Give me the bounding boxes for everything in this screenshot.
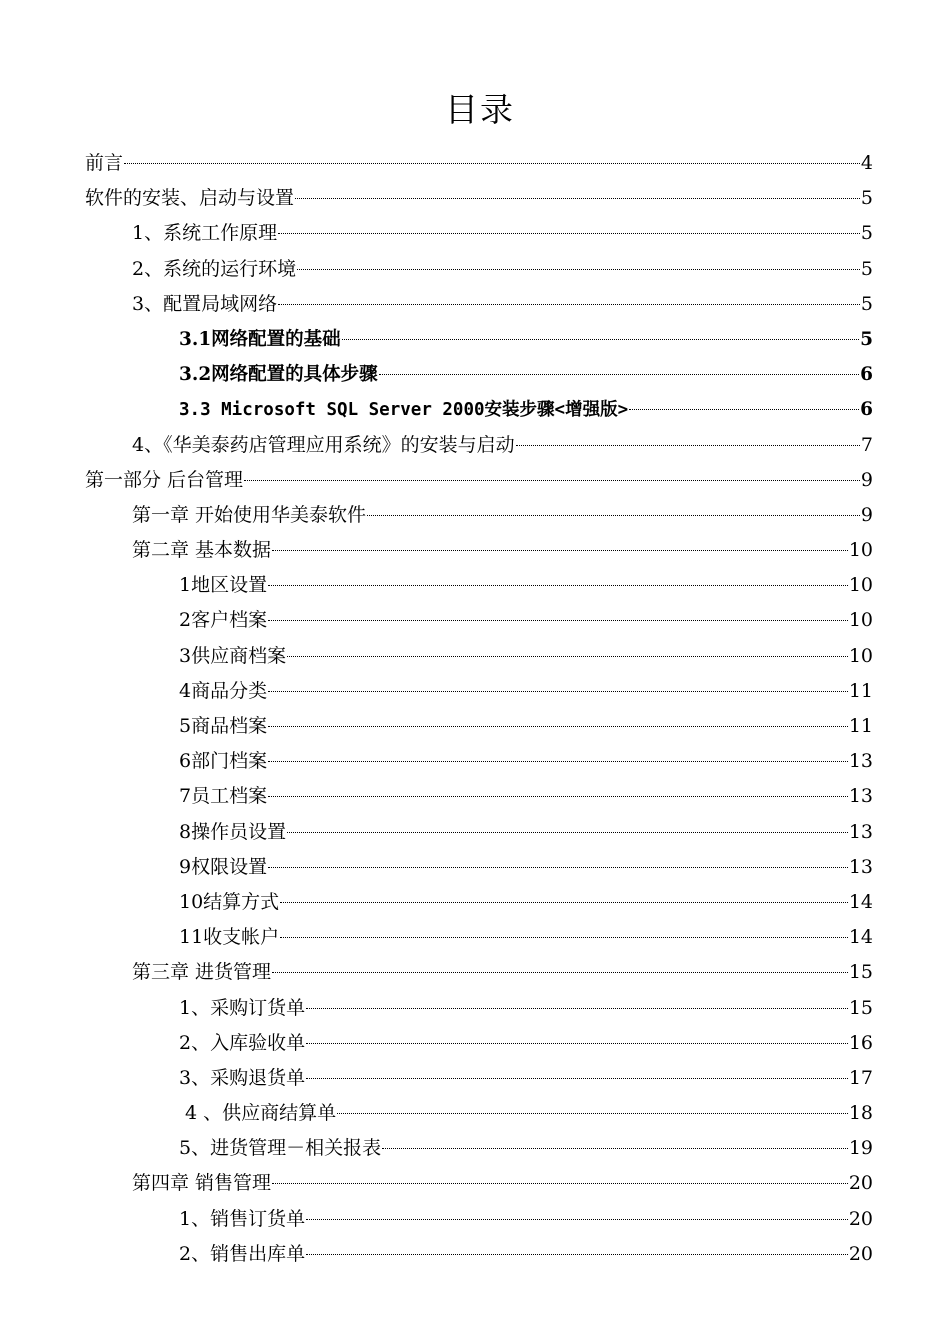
dot-leader	[337, 1113, 848, 1114]
toc-entry-label: 3.3 Microsoft SQL Server 2000安装步骤<增强版>	[179, 400, 629, 421]
toc-entry-label: 1地区设置	[179, 574, 268, 597]
toc-entry[interactable]	[85, 991, 873, 1026]
toc-entry-page-number: 14	[848, 890, 873, 913]
dot-leader	[287, 656, 848, 657]
toc-entry-page-number: 20	[848, 1207, 873, 1230]
toc-entry[interactable]	[85, 357, 873, 392]
toc-entry[interactable]	[85, 1096, 873, 1131]
toc-list	[85, 146, 873, 1272]
toc-entry-label: 第一章 开始使用华美泰软件	[132, 503, 367, 526]
dot-leader	[268, 796, 848, 797]
dot-leader	[367, 515, 860, 516]
toc-entry-page-number: 5	[860, 222, 873, 245]
toc-entry[interactable]	[85, 463, 873, 498]
toc-entry-label: 4商品分类	[179, 679, 268, 702]
toc-entry-page-number: 18	[848, 1102, 873, 1125]
toc-entry-label: 2客户档案	[179, 609, 268, 632]
toc-entry-page-number: 14	[848, 926, 873, 949]
toc-entry-page-number: 13	[848, 750, 873, 773]
toc-entry-page-number: 15	[848, 996, 873, 1019]
dot-leader	[268, 761, 848, 762]
dot-leader	[272, 1183, 848, 1184]
toc-entry[interactable]	[85, 709, 873, 744]
toc-entry-page-number: 6	[860, 399, 873, 421]
dot-leader	[268, 585, 848, 586]
toc-entry-label: 7员工档案	[179, 785, 268, 808]
dot-leader	[306, 1008, 848, 1009]
dot-leader	[272, 550, 848, 551]
toc-entry[interactable]	[85, 674, 873, 709]
toc-entry-label: 8操作员设置	[179, 820, 287, 843]
toc-entry-label: 10结算方式	[179, 890, 280, 913]
toc-entry[interactable]	[85, 1026, 873, 1061]
toc-entry-page-number: 19	[848, 1137, 873, 1160]
toc-entry-label: 9权限设置	[179, 855, 268, 878]
toc-entry[interactable]	[85, 498, 873, 533]
toc-entry-page-number: 10	[848, 644, 873, 667]
toc-entry-label: 2、系统的运行环境	[132, 257, 297, 280]
toc-entry-label: 3、采购退货单	[179, 1066, 306, 1089]
dot-leader	[272, 972, 848, 973]
toc-entry-label: 3、配置局域网络	[132, 292, 278, 315]
toc-entry-page-number: 7	[860, 433, 873, 456]
toc-entry[interactable]	[85, 568, 873, 603]
toc-entry-label: 第一部分 后台管理	[85, 468, 244, 491]
toc-entry-page-number: 9	[860, 503, 873, 526]
dot-leader	[244, 480, 860, 481]
dot-leader	[295, 198, 860, 199]
toc-entry-page-number: 10	[848, 539, 873, 562]
toc-entry-label: 5商品档案	[179, 715, 268, 737]
toc-entry[interactable]	[85, 744, 873, 779]
toc-entry-page-number: 16	[848, 1031, 873, 1054]
toc-entry-page-number: 20	[848, 1242, 873, 1265]
toc-entry-label: 1、采购订货单	[179, 996, 306, 1019]
toc-entry-label: 3供应商档案	[179, 644, 287, 667]
dot-leader	[516, 445, 860, 446]
toc-entry-page-number: 5	[860, 292, 873, 315]
dot-leader	[306, 1043, 848, 1044]
toc-entry-label: 第四章 销售管理	[132, 1172, 272, 1195]
toc-entry[interactable]	[85, 885, 873, 920]
dot-leader	[268, 620, 848, 621]
toc-entry-page-number: 13	[848, 785, 873, 808]
dot-leader	[268, 726, 848, 727]
toc-entry-label: 第三章 进货管理	[132, 961, 272, 984]
toc-entry[interactable]	[85, 322, 873, 357]
toc-entry-label: 3.1网络配置的基础	[179, 328, 341, 350]
toc-entry-label: 11收支帐户	[179, 926, 280, 949]
toc-entry-label: 2、销售出库单	[179, 1242, 306, 1265]
dot-leader	[379, 374, 859, 375]
toc-entry[interactable]	[85, 146, 873, 181]
dot-leader	[306, 1254, 848, 1255]
toc-entry-label: 1、销售订货单	[179, 1207, 306, 1230]
dot-leader	[306, 1078, 848, 1079]
toc-entry-page-number: 13	[848, 820, 873, 843]
dot-leader	[629, 409, 859, 410]
toc-entry-page-number: 5	[860, 257, 873, 280]
dot-leader	[342, 339, 859, 340]
dot-leader	[268, 691, 848, 692]
dot-leader	[382, 1148, 848, 1149]
toc-entry[interactable]	[85, 639, 873, 674]
toc-entry[interactable]	[85, 181, 873, 216]
toc-entry-label: 第二章 基本数据	[132, 539, 272, 562]
dot-leader	[280, 902, 848, 903]
toc-entry-label: 1、系统工作原理	[132, 222, 278, 245]
toc-entry[interactable]	[85, 1061, 873, 1096]
toc-entry-page-number: 20	[848, 1172, 873, 1195]
toc-entry[interactable]	[85, 920, 873, 955]
toc-entry[interactable]	[85, 779, 873, 814]
toc-title: 目录	[445, 90, 515, 129]
toc-entry-label: 软件的安装、启动与设置	[85, 187, 295, 210]
toc-entry-page-number: 5	[860, 328, 873, 350]
toc-entry[interactable]	[85, 603, 873, 638]
toc-entry-page-number: 17	[848, 1066, 873, 1089]
toc-entry-label: 前言	[85, 152, 124, 174]
dot-leader	[287, 832, 848, 833]
dot-leader	[306, 1219, 848, 1220]
toc-entry[interactable]	[85, 428, 873, 463]
toc-entry-page-number: 4	[860, 152, 873, 174]
dot-leader	[268, 867, 848, 868]
dot-leader	[297, 269, 860, 270]
dot-leader	[280, 937, 848, 938]
toc-entry-page-number: 10	[848, 574, 873, 597]
toc-entry[interactable]	[85, 1166, 873, 1201]
toc-entry[interactable]	[85, 850, 873, 885]
toc-entry-page-number: 6	[860, 364, 873, 386]
toc-entry[interactable]	[85, 1237, 873, 1272]
toc-entry-page-number: 9	[860, 468, 873, 491]
toc-entry-page-number: 11	[848, 679, 873, 702]
toc-entry[interactable]	[85, 955, 873, 990]
toc-entry[interactable]	[85, 287, 873, 322]
toc-entry[interactable]	[85, 815, 873, 850]
toc-entry-page-number: 13	[848, 855, 873, 878]
dot-leader	[124, 163, 860, 164]
toc-entry-label: 6部门档案	[179, 750, 268, 773]
dot-leader	[278, 233, 860, 234]
toc-entry-label: 4 、供应商结算单	[185, 1102, 337, 1125]
toc-entry-label: 5、进货管理－相关报表	[179, 1137, 382, 1160]
toc-entry[interactable]	[85, 1131, 873, 1166]
toc-entry-label: 2、入库验收单	[179, 1031, 306, 1054]
toc-entry[interactable]	[85, 533, 873, 568]
toc-entry[interactable]	[85, 392, 873, 427]
toc-entry-page-number: 15	[848, 961, 873, 984]
toc-entry-label: 4、《华美泰药店管理应用系统》的安装与启动	[132, 433, 515, 456]
toc-entry-page-number: 10	[848, 609, 873, 632]
dot-leader	[278, 304, 860, 305]
toc-entry-page-number: 5	[860, 187, 873, 210]
toc-entry-label: 3.2网络配置的具体步骤	[179, 364, 378, 386]
toc-entry[interactable]	[85, 216, 873, 251]
toc-entry[interactable]	[85, 1202, 873, 1237]
toc-entry-page-number: 11	[848, 715, 873, 737]
toc-entry[interactable]	[85, 252, 873, 287]
